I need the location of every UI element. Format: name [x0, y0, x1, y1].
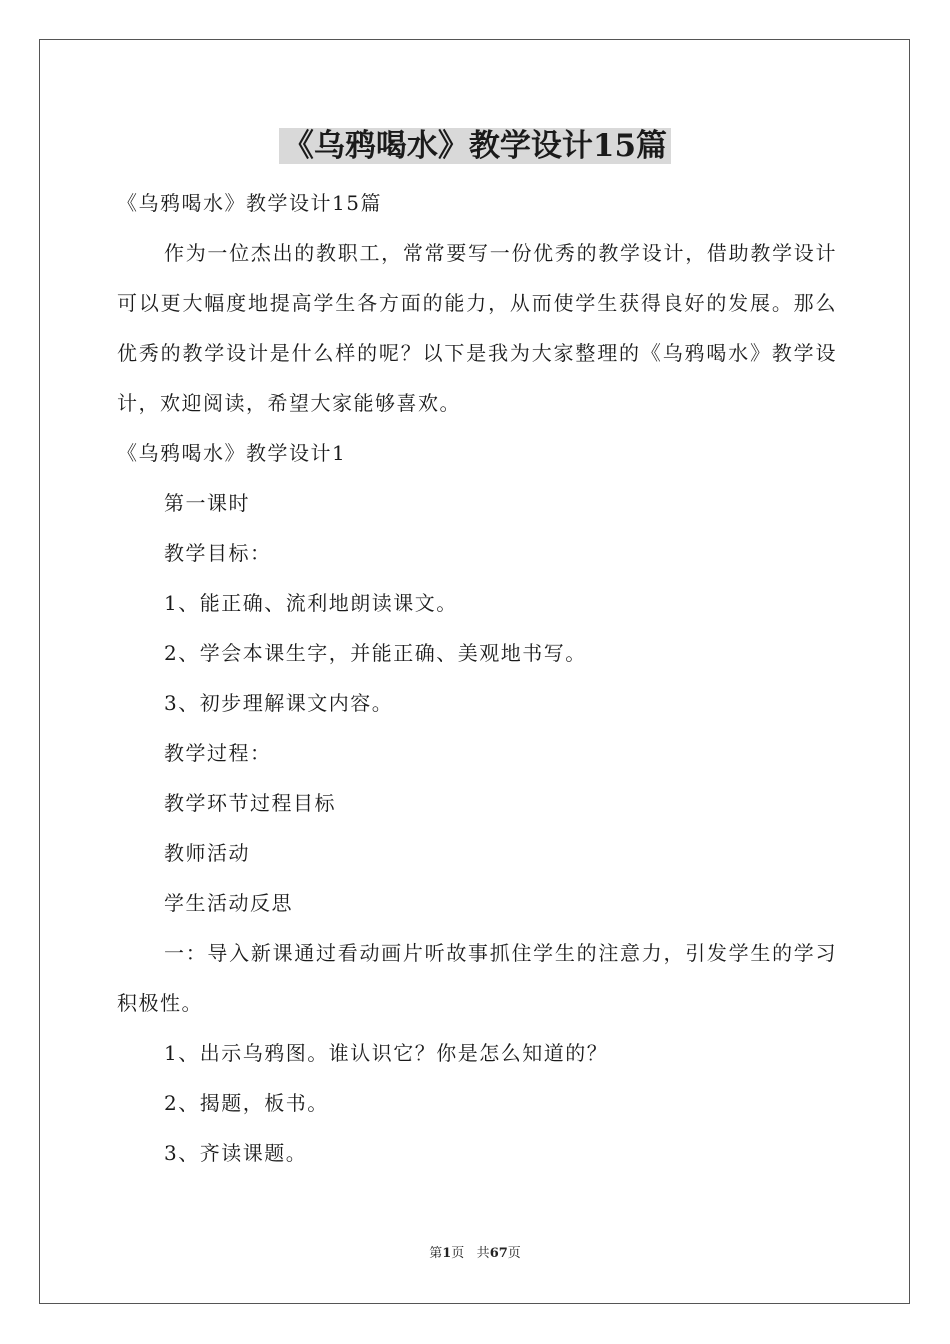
paragraph: 第一课时 — [164, 491, 250, 515]
footer-prefix: 第 — [429, 1246, 443, 1261]
paragraph: 教学过程： — [164, 741, 272, 765]
paragraph: 一：导入新课通过看动画片听故事抓住学生的注意力，引发学生的学习积极性。 — [117, 941, 837, 1015]
paragraph: 教学目标： — [164, 541, 272, 565]
document-title — [0, 124, 950, 168]
paragraph: 1、出示乌鸦图。谁认识它？你是怎么知道的？ — [164, 1041, 609, 1065]
paragraph: 学生活动反思 — [164, 891, 293, 915]
footer-total-prefix: 共 — [476, 1246, 490, 1261]
paragraph: 1、能正确、流利地朗读课文。 — [164, 591, 458, 615]
paragraph: 2、学会本课生字，并能正确、美观地书写。 — [164, 641, 587, 665]
document-title-text: 《乌鸦喝水》教学设计15篇 — [279, 128, 671, 164]
paragraph: 作为一位杰出的教职工，常常要写一份优秀的教学设计，借助教学设计可以更大幅度地提高学生各方面的能力，从而使学生获得良好的发展。那么优秀的教学设计是什么样的呢？以下是我为大家整理的《乌鸦喝水》教学设计，欢迎阅读，希望大家能够喜欢。 — [117, 241, 837, 415]
page-footer — [0, 1244, 950, 1264]
footer-total-suffix: 页 — [507, 1246, 521, 1261]
footer-page-number: 1 — [442, 1246, 452, 1261]
paragraph: 《乌鸦喝水》教学设计1 — [117, 441, 347, 465]
paragraph: 教学环节过程目标 — [164, 791, 336, 815]
paragraph: 3、齐读课题。 — [164, 1141, 308, 1165]
document-body — [117, 178, 837, 1178]
paragraph: 2、揭题，板书。 — [164, 1091, 329, 1115]
paragraph: 《乌鸦喝水》教学设计15篇 — [117, 191, 382, 215]
footer-total-pages: 67 — [489, 1246, 508, 1261]
paragraph: 3、初步理解课文内容。 — [164, 691, 394, 715]
footer-page-suffix: 页 — [451, 1246, 465, 1261]
paragraph: 教师活动 — [164, 841, 250, 865]
